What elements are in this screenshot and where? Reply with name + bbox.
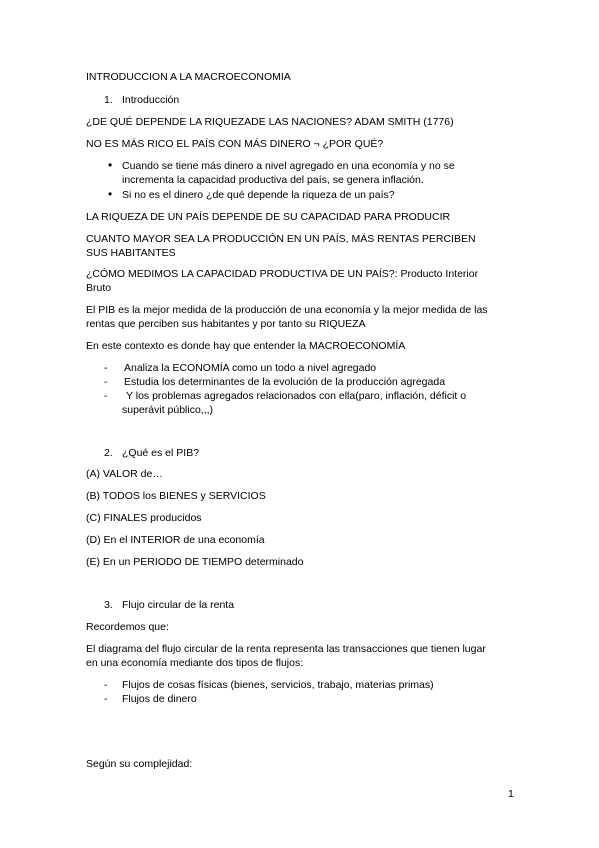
question-medimos-line-2: Bruto <box>86 282 112 294</box>
pib-def-a: (A) VALOR de… <box>86 468 163 480</box>
dash-marker: - <box>104 679 108 691</box>
bullet-1-line-1: Cuando se tiene más dinero a nivel agregado en una economía y no se <box>122 160 455 172</box>
macro-item-3-line-2: superávit público,,,) <box>122 404 214 416</box>
section-2-number: 2. <box>104 447 113 459</box>
question-medimos-line-1: ¿CÓMO MEDIMOS LA CAPACIDAD PRODUCTIVA DE UN PAÍS?: Producto Interior <box>86 268 479 280</box>
section-3-heading: Flujo circular de la renta <box>122 599 235 611</box>
complejidad: Según su complejidad: <box>86 758 193 770</box>
pib-def-b: (B) TODOS los BIENES y SERVICIOS <box>86 490 266 502</box>
dash-marker: - <box>104 693 108 705</box>
contexto-macro: En este contexto es donde hay que entender la MACROECONOMÍA <box>86 340 406 352</box>
bullet-2-line-1: Si no es el dinero ¿de qué depende la riqueza de un país? <box>122 189 395 201</box>
question-dinero: NO ES MÁS RICO EL PAÍS CON MÁS DINERO ¬ ¿POR QUÉ? <box>86 138 384 150</box>
macro-item-2: Estudia los determinantes de la evolución de la producción agregada <box>124 376 446 388</box>
section-3-number: 3. <box>104 599 113 611</box>
document-title: INTRODUCCION A LA MACROECONOMIA <box>86 71 291 83</box>
section-2-heading: ¿Qué es el PIB? <box>122 447 200 459</box>
page-number: 1 <box>508 788 514 800</box>
macro-item-1: Analiza la ECONOMÍA como un todo a nivel agregado <box>124 362 377 374</box>
question-riqueza: ¿DE QUÉ DEPENDE LA RIQUEZADE LAS NACIONES? ADAM SMITH (1776) <box>86 116 454 128</box>
mayor-produccion-line-2: SUS HABITANTES <box>86 247 176 259</box>
section-1-heading: Introducción <box>122 94 180 106</box>
macro-item-3-line-1: Y los problemas agregados relacionados con ella(paro, inflación, déficit o <box>126 390 467 402</box>
diagrama-line-2: en una economía mediante dos tipos de flujos: <box>86 657 304 669</box>
dash-marker: - <box>104 376 108 388</box>
pib-def-d: (D) En el INTERIOR de una economía <box>86 534 265 546</box>
riqueza-capacidad: LA RIQUEZA DE UN PAÍS DEPENDE DE SU CAPACIDAD PARA PRODUCIR <box>86 211 451 223</box>
dash-marker: - <box>104 390 108 402</box>
recordemos: Recordemos que: <box>86 621 169 633</box>
pib-medida-line-2: rentas que perciben sus habitantes y por tanto su RIQUEZA <box>86 318 366 330</box>
diagrama-line-1: El diagrama del flujo circular de la renta representa las transacciones que tienen lugar <box>86 643 486 655</box>
flujo-item-2: Flujos de dinero <box>122 693 197 705</box>
bullet-dot: • <box>108 187 113 201</box>
mayor-produccion-line-1: CUANTO MAYOR SEA LA PRODUCCIÓN EN UN PAÍS, MÁS RENTAS PERCIBEN <box>86 233 476 245</box>
flujo-item-1: Flujos de cosas físicas (bienes, servicios, trabajo, materias primas) <box>122 679 434 691</box>
section-1-number: 1. <box>104 94 113 106</box>
bullet-1-line-2: incrementa la capacidad productiva del país, se genera inflación. <box>122 174 424 186</box>
dash-marker: - <box>104 362 108 374</box>
bullet-dot: • <box>108 158 113 172</box>
pib-def-c: (C) FINALES producidos <box>86 512 202 524</box>
pib-medida-line-1: El PIB es la mejor medida de la producción de una economía y la mejor medida de las <box>86 304 488 316</box>
pib-def-e: (E) En un PERIODO DE TIEMPO determinado <box>86 556 304 568</box>
